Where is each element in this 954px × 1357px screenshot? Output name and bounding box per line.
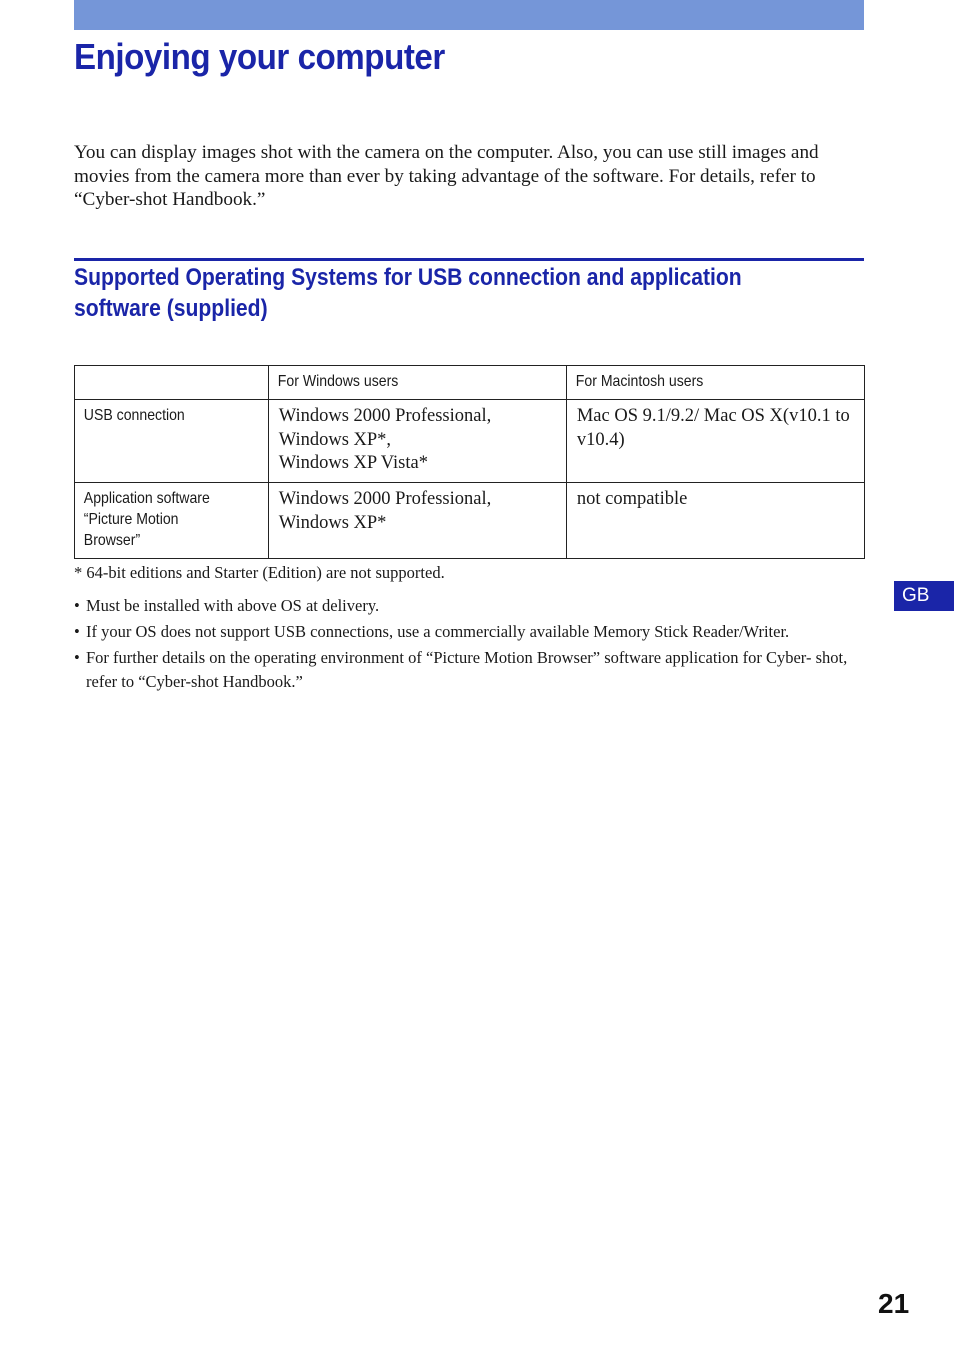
page-title: Enjoying your computer [74, 36, 445, 77]
cell-windows-usb: Windows 2000 Professional, Windows XP*, Windows XP Vista* [268, 400, 566, 483]
intro-paragraph: You can display images shot with the camera on the computer. Also, you can use still images and movies from the camera more than ever by taking advantage of the software. For details, refer to “Cyber-shot Handbook.” [74, 142, 819, 210]
table-header-blank [75, 366, 269, 400]
list-item: • Must be installed with above OS at delivery. [74, 594, 874, 618]
table-header-row [75, 366, 865, 400]
row-label-app-software: Application software “Picture Motion Browser” [75, 483, 269, 559]
table-row [75, 400, 865, 483]
list-item: • For further details on the operating environment of “Picture Motion Browser” software application for Cyber- shot, refer to “Cyber-shot Handbook.” [74, 648, 848, 691]
os-compatibility-table [74, 365, 865, 559]
table-header-mac: For Macintosh users [566, 366, 864, 400]
list-item: • If your OS does not support USB connections, use a commercially available Memory Stick Reader/Writer. [74, 620, 874, 644]
table-footnote: * 64-bit editions and Starter (Edition) are not supported. [74, 563, 445, 582]
section-heading: Supported Operating Systems for USB connection and application software (supplied) [74, 264, 742, 322]
language-tab: GB [894, 581, 954, 611]
notes-list [74, 594, 874, 696]
bullet-icon: • [74, 622, 80, 641]
row-label-usb: USB connection [75, 400, 269, 483]
cell-mac-app: not compatible [566, 483, 864, 559]
table-header-windows: For Windows users [268, 366, 566, 400]
page-number: 21 [878, 1288, 910, 1319]
cell-mac-usb: Mac OS 9.1/9.2/ Mac OS X(v10.1 to v10.4) [566, 400, 864, 483]
section-divider [74, 258, 864, 261]
bullet-icon: • [74, 648, 80, 667]
cell-windows-app: Windows 2000 Professional, Windows XP* [268, 483, 566, 559]
table-row [75, 483, 865, 559]
bullet-icon: • [74, 596, 80, 615]
header-bar [74, 0, 864, 30]
